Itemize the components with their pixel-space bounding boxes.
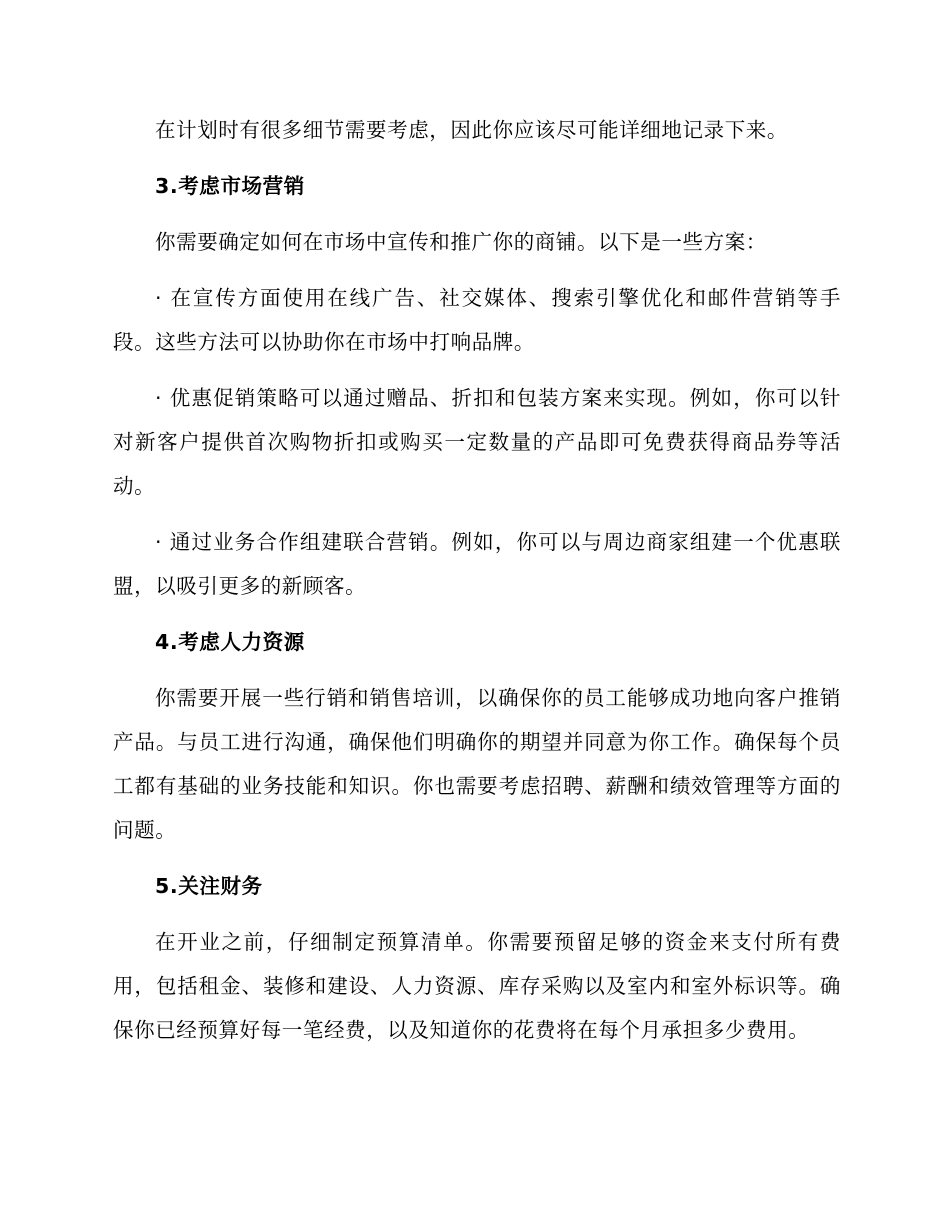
document-body [113,108,841,1064]
paragraph-human-resources: 你需要开展一些行销和销售培训，以确保你的员工能够成功地向客户推销产品。与员工进行沟通，确保他们明确你的期望并同意为你工作。确保每个员工都有基础的业务技能和知识。你也需要考虑招聘、薪酬和绩效管理等方面的问题。 [113,686,841,842]
section-heading-finance: 5.关注财务 [155,874,263,898]
paragraph-marketing-intro: 你需要确定如何在市场中宣传和推广你的商铺。以下是一些方案： [155,230,767,254]
section-heading-marketing: 3.考虑市场营销 [155,174,305,198]
bullet-discount-promotion: · 优惠促销策略可以通过赠品、折扣和包装方案来实现。例如，你可以针对新客户提供首次购物折扣或购买一定数量的产品即可免费获得商品券等活动。 [113,386,841,498]
paragraph-planning-details: 在计划时有很多细节需要考虑，因此你应该尽可能详细地记录下来。 [155,118,788,142]
paragraph-finance: 在开业之前，仔细制定预算清单。你需要预留足够的资金来支付所有费用，包括租金、装修和建设、人力资源、库存采购以及室内和室外标识等。确保你已经预算好每一笔经费，以及知道你的花费将在每个月承担多少费用。 [113,930,841,1042]
bullet-online-promotion: · 在宣传方面使用在线广告、社交媒体、搜索引擎优化和邮件营销等手段。这些方法可以协助你在市场中打响品牌。 [113,286,841,354]
bullet-joint-marketing: · 通过业务合作组建联合营销。例如，你可以与周边商家组建一个优惠联盟，以吸引更多的新顾客。 [113,530,841,598]
section-heading-human-resources: 4.考虑人力资源 [155,630,305,654]
